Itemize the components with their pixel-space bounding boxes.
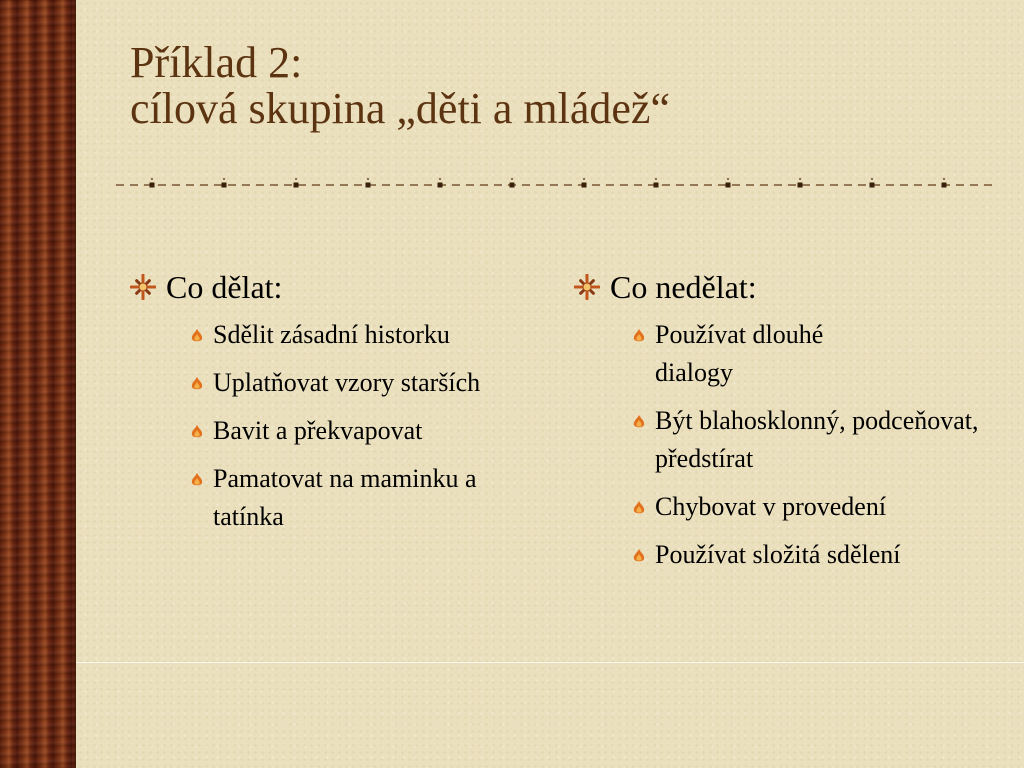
list-item (630, 488, 994, 526)
list-item-text: Uplatňovat vzory starších (213, 368, 481, 397)
list-item (188, 460, 548, 536)
flame-bullet-icon (191, 473, 203, 487)
do-list (188, 316, 540, 536)
list-item (630, 316, 905, 392)
dont-column (574, 268, 994, 584)
title-divider (116, 178, 992, 192)
flame-bullet-icon (633, 501, 645, 515)
star-bullet-icon (130, 274, 156, 300)
flame-bullet-icon (191, 425, 203, 439)
list-item-text: Být blahosklonný, podceňovat, předstírat (655, 406, 979, 473)
list-item (188, 316, 540, 354)
title-line-2: cílová skupina „děti a mládež“ (130, 84, 670, 133)
list-item-text: Bavit a překvapovat (213, 416, 423, 445)
bottom-rule (76, 662, 1024, 663)
list-item-text: Sdělit zásadní historku (213, 320, 450, 349)
list-item (188, 364, 483, 402)
wood-border (0, 0, 76, 768)
dont-list (630, 316, 994, 574)
do-column (130, 268, 540, 546)
dont-heading-row (574, 268, 994, 306)
list-item (630, 536, 994, 574)
flame-bullet-icon (191, 377, 203, 391)
slide-title (130, 40, 990, 132)
title-line-1: Příklad 2: (130, 38, 303, 87)
do-heading: Co dělat: (166, 269, 283, 305)
flame-bullet-icon (633, 329, 645, 343)
flame-bullet-icon (633, 415, 645, 429)
list-item (630, 402, 995, 478)
flame-bullet-icon (191, 329, 203, 343)
star-bullet-icon (574, 274, 600, 300)
dont-heading: Co nedělat: (610, 269, 757, 305)
list-item (188, 412, 540, 450)
list-item-text: Pamatovat na maminku a tatínka (213, 464, 477, 531)
list-item-text: Používat dlouhé dialogy (655, 320, 824, 387)
list-item-text: Používat složitá sdělení (655, 540, 901, 569)
list-item-text: Chybovat v provedení (655, 492, 887, 521)
flame-bullet-icon (633, 549, 645, 563)
do-heading-row (130, 268, 540, 306)
